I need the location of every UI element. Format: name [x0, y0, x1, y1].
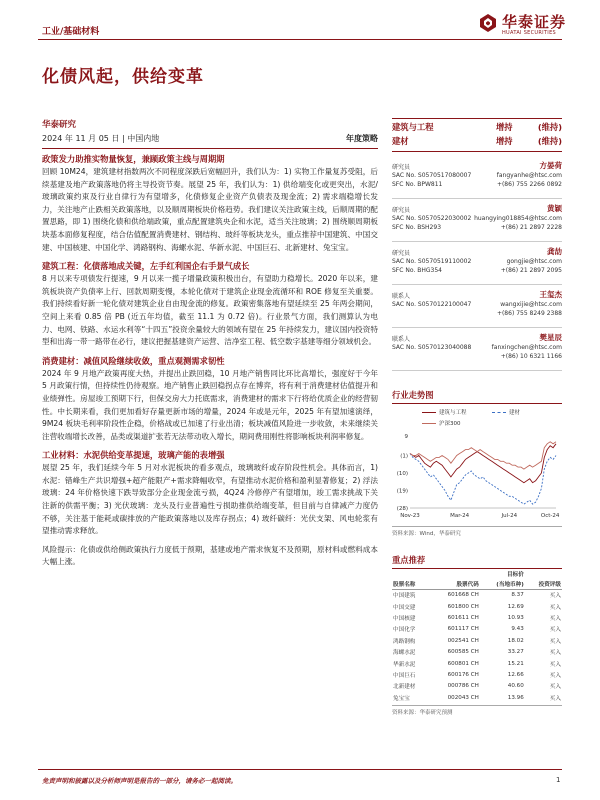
legend-swatch: [422, 412, 436, 413]
cell-code: 002541 CH: [447, 637, 479, 644]
section-body: 回顾 10M24，建筑建材指数两次不同程度深跌后宽幅回升，我们认为：1) 实物工作量复苏受阻，后续基建及地产政策落地仍将主导投资节奏。展望 25 年，我们认为：1) 供给端变化或更突出，水泥/玻璃政策约束及行业自律行为有望增多，化债修复企业资产负债表及现金流；2) 需求端稳增长发力，关注地产止跌相关政策落地，以及顺周期板块价格趋势。我们建议关注政策主线，后顺周期的配置思路，即 1) 围绕化债和供给端政策，重点配置建筑央企和水泥，适当关注玻璃；2) 围绕顺周期板块基本面修复程度，结合估值配置消费建材、钢结构、玻纤等板块龙头，重点推荐中国建筑、中国交建、中国核建、中国化学、鸿路钢构、海螺水泥、华新水泥、中国巨石、北新建材、兔宝宝。: [42, 167, 378, 252]
main-column: [42, 118, 378, 569]
cell-price: 12.69: [507, 603, 524, 610]
cell-code: 600801 CH: [447, 660, 479, 667]
table-row: [392, 681, 562, 692]
analyst-sac: SAC No. S0570123040088: [392, 344, 472, 351]
analyst-role: 研究员: [392, 164, 411, 171]
sector-tag: 工业/基础材料: [42, 27, 100, 37]
legend-label: 建材: [509, 410, 521, 416]
cell-price: 40.60: [507, 683, 524, 690]
table-row: [392, 692, 562, 703]
cell-rating: 买入: [549, 672, 561, 679]
x-tick-label: Mar-24: [450, 513, 470, 519]
cell-code: 000786 CH: [447, 683, 479, 690]
analyst-card: [392, 285, 562, 328]
meta-divider: [42, 148, 378, 149]
cell-name: 中国化学: [393, 627, 416, 634]
analyst-email[interactable]: wangxijie@htsc.com: [500, 301, 562, 308]
analyst-card: [392, 328, 562, 371]
recommend-table: [392, 569, 562, 703]
cell-price: 8.37: [511, 592, 524, 599]
section-1: [42, 153, 378, 254]
org-name: 华泰研究: [42, 120, 77, 130]
col-header-price-top: 目标价: [507, 572, 524, 578]
cell-code: 601117 CH: [447, 626, 479, 633]
cell-name: 中国巨石: [393, 672, 416, 679]
rating-note: (维持): [537, 136, 562, 146]
cell-price: 9.43: [511, 626, 524, 633]
analyst-sac: SAC No. S0570517080007: [392, 172, 472, 179]
cell-price: 15.21: [507, 660, 524, 667]
rating-row: [392, 135, 562, 149]
rating-value: 增持: [496, 122, 513, 132]
analyst-name: 方晏荷: [539, 161, 562, 170]
col-header-rating: 投资评级: [525, 579, 562, 590]
analyst-sfc: SFC No. BSH293: [392, 224, 442, 231]
analyst-email[interactable]: gongjie@htsc.com: [506, 258, 562, 265]
table-header-row: [392, 569, 562, 579]
legend-swatch: [422, 423, 436, 424]
report-date: 2024 年 11 月 05 日: [42, 134, 120, 143]
cell-code: 600585 CH: [447, 649, 479, 656]
chart-legend: [392, 406, 562, 432]
section-heading: 消费建材：减值风险继续收敛，重点观测需求韧性: [42, 355, 225, 366]
section-body: 8 月以来专项债发行提速，9 月以来一揽子增量政策积极出台，有望助力稳增长。2020 年以来，建筑板块资产负债率上行、回款周期变慢，本轮化债对于建筑企业现金流循环和 ROE 修复至关重要。我们持续看好新一轮化债对建筑企业自由现金流的修复。政策密集落地有望延续至 25 年两会期间，空间上来看 0.85 倍 PB (近五年均值，截至 11.1 为 0.72 倍)。行业景气方面，我们测算认为电力、电网、铁路、水运水利等“十四五”投资余量较大的领域有望在 25 年持续发力，建议国内投资特型和出海一带一路带在必行，建议把握基建资产运营、洁净室工程、低空数字基建等细分领域机会。: [42, 274, 378, 347]
analyst-phone: +(86) 10 6321 1166: [500, 353, 562, 360]
section-4: [42, 449, 378, 538]
analyst-role: 研究员: [392, 250, 411, 257]
huatai-logo: [478, 10, 567, 38]
section-heading: 工业材料：水泥供给变革提速，玻璃产能的表增强: [42, 450, 225, 461]
col-header-name: 股票名称: [392, 579, 429, 590]
rating-sector: 建筑与工程: [392, 122, 434, 132]
analyst-list: [392, 156, 562, 371]
trend-chart-title: 行业走势图: [392, 389, 562, 404]
legend-label: 沪深300: [439, 421, 461, 427]
recommend-table-body: [392, 590, 562, 704]
risk-body: 风险提示：化债或供给侧政策执行力度低于预期，基建或地产需求恢复不及预期，原材料或燃料成本大幅上涨。: [42, 544, 378, 567]
analyst-email[interactable]: huangying018854@htsc.com: [474, 215, 562, 222]
analyst-sac: SAC No. S0570522030002: [392, 215, 472, 222]
rating-sector: 建材: [392, 136, 409, 146]
analyst-sfc: SFC No. BPW811: [392, 181, 443, 188]
y-tick-label: (19): [396, 488, 408, 495]
footer-divider: [38, 769, 562, 770]
logo-text-cn: 华泰证券: [502, 13, 567, 31]
analyst-card: [392, 199, 562, 242]
sidebar: [392, 118, 562, 715]
report-meta: [42, 133, 378, 148]
meta-sep: |: [121, 134, 128, 143]
cell-code: 601800 CH: [447, 603, 479, 610]
analyst-sac: SAC No. S0570519110002: [392, 258, 472, 265]
analyst-sac: SAC No. S0570122100047: [392, 301, 472, 308]
table-row: [392, 658, 562, 669]
legend-swatch: [492, 412, 506, 413]
legend-item: [492, 408, 520, 416]
cell-rating: 买入: [549, 604, 561, 611]
recommend-title: 重点推荐: [392, 554, 562, 569]
cell-code: 600176 CH: [447, 671, 479, 678]
table-row: [392, 601, 562, 612]
cell-rating: 买入: [549, 638, 561, 645]
cell-name: 北新建材: [393, 684, 416, 691]
analyst-email[interactable]: fanxingchen@htsc.com: [491, 344, 562, 351]
table-header-row: [392, 579, 562, 590]
analyst-phone: +(86) 755 2266 0892: [496, 181, 562, 188]
series-line-1: [410, 444, 556, 483]
table-row: [392, 612, 562, 623]
rating-value: 增持: [496, 136, 513, 146]
cell-name: 海螺水泥: [393, 650, 416, 657]
table-row: [392, 624, 562, 635]
col-header-code: 股票代码: [429, 579, 480, 590]
rating-note: (维持): [537, 122, 562, 132]
analyst-name: 黄颖: [547, 204, 562, 213]
y-tick-label: (10): [396, 470, 408, 477]
page-header: [0, 0, 600, 44]
table-row: [392, 646, 562, 657]
cell-rating: 买入: [549, 661, 561, 668]
ratings-top-line: [392, 118, 562, 119]
cell-code: 002043 CH: [447, 694, 479, 701]
analyst-role: 联系人: [392, 293, 411, 300]
cell-price: 33.27: [507, 649, 524, 656]
section-heading: 建筑工程：化债落地成关键，左手红利国企右手景气成长: [42, 261, 250, 272]
cell-name: 中国核建: [393, 615, 416, 622]
report-region: 中国内地: [127, 134, 160, 143]
col-header-price: (当地币种): [480, 579, 525, 590]
cell-name: 鸿路钢构: [393, 638, 416, 645]
y-tick-label: (1): [400, 453, 408, 460]
analyst-phone: +(86) 755 8249 2388: [496, 310, 562, 317]
analyst-card: [392, 242, 562, 285]
table-row: [392, 590, 562, 601]
report-title: 化债风起，供给变革: [42, 67, 204, 87]
legend-item: [422, 419, 461, 427]
cell-price: 12.66: [507, 671, 524, 678]
cell-price: 10.93: [507, 614, 524, 621]
cell-rating: 买入: [549, 695, 561, 702]
analyst-phone: +(86) 21 2897 2095: [500, 267, 562, 274]
chart-source: 资料来源：Wind，华泰研究: [392, 526, 562, 536]
analyst-name: 王玺杰: [539, 290, 562, 299]
cell-price: 13.96: [507, 694, 524, 701]
section-heading: 政策发力助推实物量恢复，兼顾政策主线与周期期: [42, 154, 225, 164]
x-tick-label: Jul-24: [501, 513, 518, 519]
analyst-sfc: SFC No. BHG354: [392, 267, 442, 274]
y-tick-label: 9: [404, 434, 408, 440]
logo-mark-icon: [478, 13, 498, 33]
cell-rating: 买入: [549, 650, 561, 657]
cell-name: 中国交建: [393, 604, 416, 611]
recommend-source: 资料来源：华泰研究预测: [392, 705, 562, 715]
cell-name: 兔宝宝: [393, 695, 410, 702]
y-tick-label: (28): [396, 506, 408, 512]
page-number: 1: [556, 776, 561, 784]
section-body: 展望 25 年，我们延续今年 5 月对水泥板块的看多观点，玻璃玻纤或存阶段性机会。具体而言，1) 水泥：错峰生产共识增强+超产能限产+需求降幅收窄，有望推动水泥价格和盈利显著修复；2) 浮法玻璃：24 年价格快速下跌导致部分企业现金流亏损，4Q24 冷修停产有望增加，竣工需求挑战下关注新的供需平衡；3) 光伏玻璃：龙头及行业普遍性亏损助推供给端变革，但目前与自律减产力度仍不够，关注基于能耗或碳排放的产能政策落地以及库存拐点；4) 玻纤碳纤：光伏支架、风电轮浆有望推动需求释放。: [42, 463, 378, 536]
analyst-name: 樊星辰: [539, 333, 562, 342]
analyst-role: 研究员: [392, 207, 411, 214]
cell-code: 601668 CH: [447, 592, 479, 599]
analyst-role: 联系人: [392, 336, 411, 343]
section-body: 2024 年 9 月地产政策再度大热，并提出止跌回稳，10 月地产销售同比环比高增长，强度好于今年 5 月政策行情，但持续性仍待观察。地产销售止跌回稳拐点存在博弈，将有利于消费建材估值提升和业绩弹性。房屋竣工预期下行，但保交房大力托底需求，消费建材的需求下行将给优质企业的经营韧性。中长期来看，我们更加看好存量更新市场的增量，2024 年或是元年，2025 年有望加速演绎，9M24 板块毛利率阶段性企稳，价格战或已加速了行业出清；板块减值风险进一步收敛，未来继续关注营收端增长改善，品类或渠道扩张若无法带动收入增长，期间费用刚性将影响板块利润率修复。: [42, 368, 378, 441]
legend-item: [422, 408, 467, 416]
section-2: [42, 260, 378, 349]
section-3: [42, 355, 378, 444]
rating-row: [392, 121, 562, 135]
header-divider: [38, 39, 562, 40]
cell-rating: 买入: [549, 593, 561, 600]
analyst-phone: +(86) 21 2897 2228: [500, 224, 562, 231]
cell-rating: 买入: [549, 684, 561, 691]
trend-chart: [392, 432, 562, 524]
ratings-bottom-line: [392, 151, 562, 152]
cell-name: 华新水泥: [393, 661, 416, 668]
x-tick-label: Oct-24: [540, 513, 560, 519]
cell-rating: 买入: [549, 627, 561, 634]
cell-name: 中国建筑: [393, 593, 416, 600]
cell-price: 18.02: [507, 637, 524, 644]
analyst-email[interactable]: fangyanhe@htsc.com: [496, 172, 562, 179]
series-line-2: [410, 454, 556, 505]
x-tick-label: Nov-23: [400, 513, 420, 519]
analyst-card: [392, 156, 562, 199]
logo-text-en: HUATAI SECURITIES: [502, 30, 556, 36]
table-row: [392, 669, 562, 680]
cell-rating: 买入: [549, 615, 561, 622]
footer-disclaimer: 免责声明和披露以及分析师声明是报告的一部分，请务必一起阅读。: [42, 777, 237, 785]
legend-label: 建筑与工程: [439, 410, 467, 416]
analyst-name: 龚劼: [547, 247, 562, 256]
report-type: 年度策略: [346, 134, 378, 143]
cell-code: 601611 CH: [447, 614, 479, 621]
table-row: [392, 635, 562, 646]
risk-warning: [42, 544, 378, 569]
